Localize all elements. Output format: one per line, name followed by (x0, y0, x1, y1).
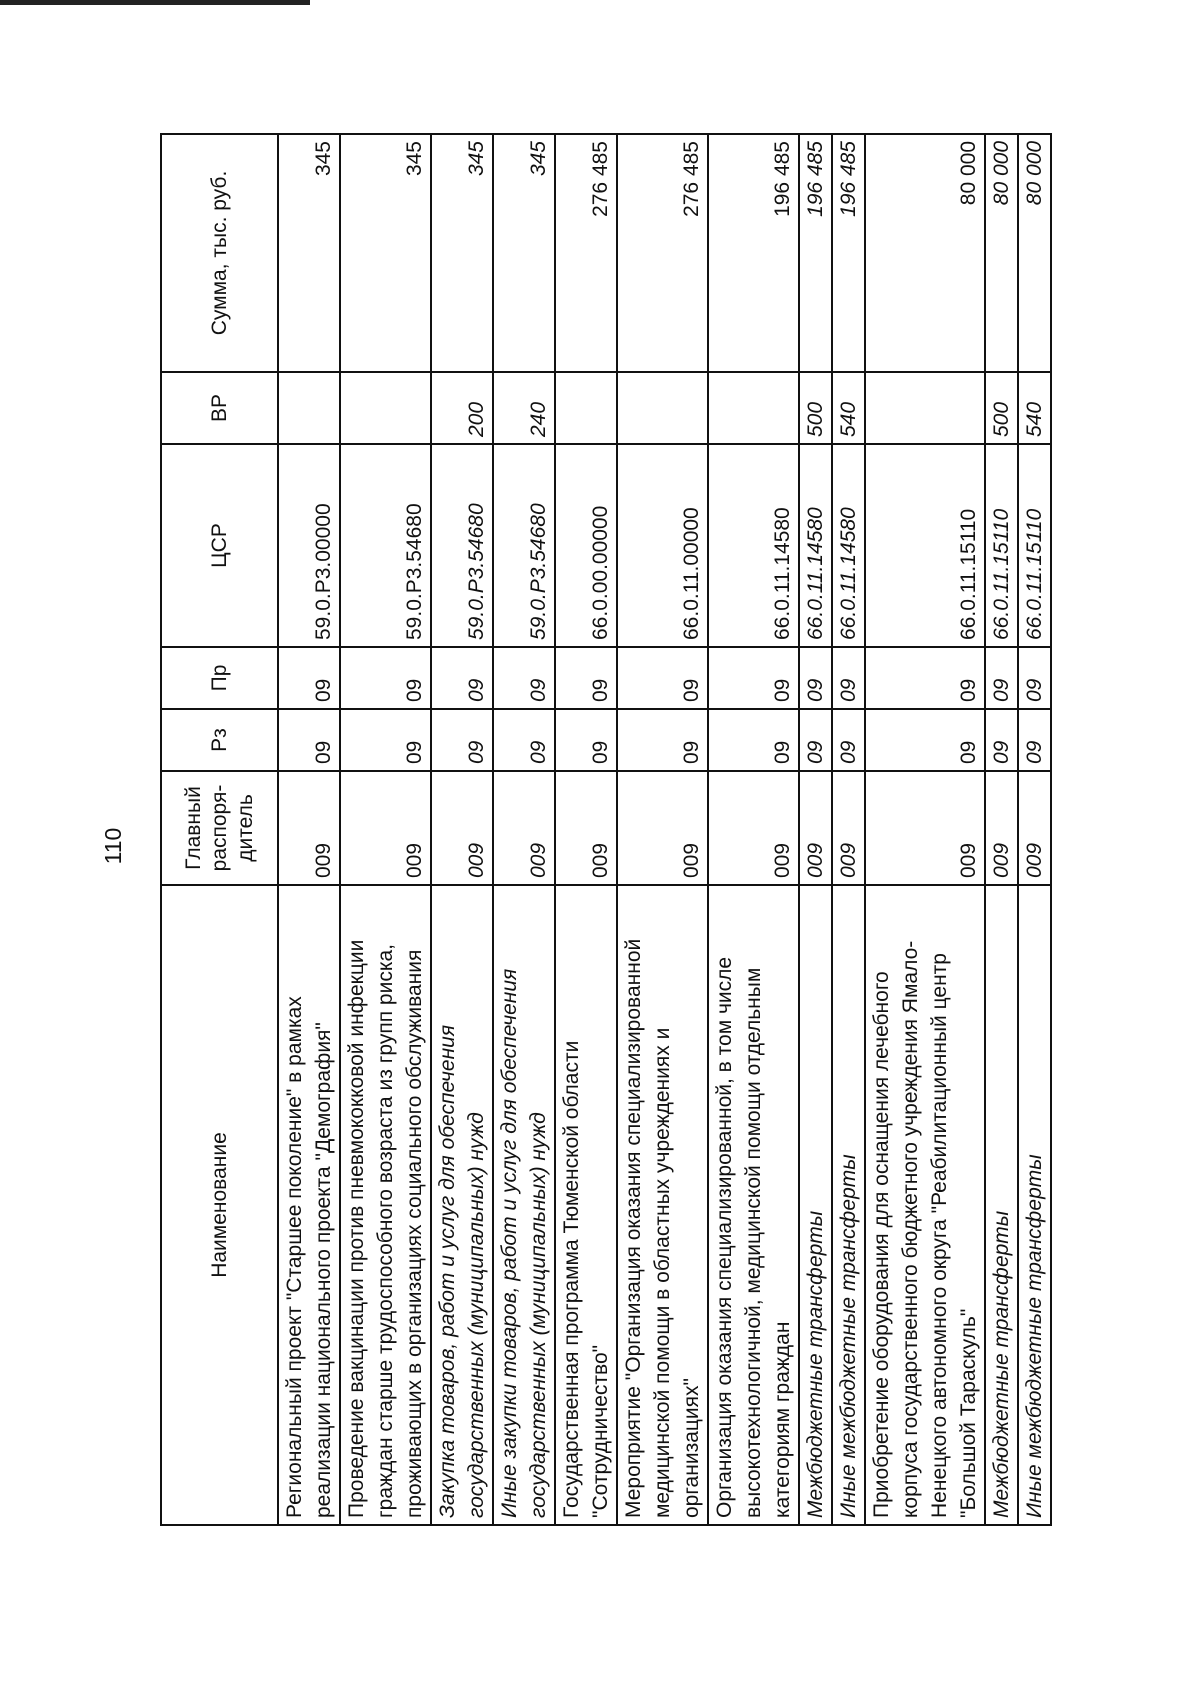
cell-pr: 09 (431, 647, 493, 709)
cell-grbs: 009 (832, 771, 865, 885)
cell-csr: 66.0.11.15110 (1018, 444, 1051, 647)
cell-vr (278, 372, 340, 444)
cell-csr: 66.0.11.15110 (985, 444, 1018, 647)
cell-csr: 59.0.P3.54680 (431, 444, 493, 647)
table-row (617, 134, 708, 1525)
cell-vr: 540 (1018, 372, 1051, 444)
cell-name: Закупка товаров, работ и услуг для обеспечения государственных (муниципальных) нужд (431, 885, 493, 1525)
cell-grbs: 009 (493, 771, 555, 885)
cell-sum: 196 485 (799, 134, 832, 372)
header-grbs: Главный распоря-дитель (161, 771, 278, 885)
cell-vr (708, 372, 799, 444)
header-vr: ВР (161, 372, 278, 444)
cell-rz: 09 (708, 709, 799, 771)
cell-rz: 09 (799, 709, 832, 771)
cell-grbs: 009 (799, 771, 832, 885)
cell-pr: 09 (340, 647, 431, 709)
cell-rz: 09 (278, 709, 340, 771)
cell-pr: 09 (708, 647, 799, 709)
scan-top-edge-line (0, 0, 310, 5)
cell-rz: 09 (493, 709, 555, 771)
cell-rz: 09 (617, 709, 708, 771)
cell-name: Межбюджетные трансферты (799, 885, 832, 1525)
cell-rz: 09 (985, 709, 1018, 771)
cell-sum: 276 485 (555, 134, 617, 372)
cell-pr: 09 (617, 647, 708, 709)
table-row (799, 134, 832, 1525)
cell-pr: 09 (1018, 647, 1051, 709)
cell-vr (865, 372, 985, 444)
cell-sum: 80 000 (985, 134, 1018, 372)
header-pr: Пр (161, 647, 278, 709)
cell-sum: 196 485 (708, 134, 799, 372)
cell-csr: 66.0.11.00000 (617, 444, 708, 647)
cell-sum: 345 (493, 134, 555, 372)
table-row (865, 134, 985, 1525)
cell-csr: 66.0.11.14580 (832, 444, 865, 647)
cell-name: Межбюджетные трансферты (985, 885, 1018, 1525)
cell-name: Иные межбюджетные трансферты (1018, 885, 1051, 1525)
cell-csr: 66.0.11.15110 (865, 444, 985, 647)
cell-grbs: 009 (555, 771, 617, 885)
cell-grbs: 009 (617, 771, 708, 885)
table-row (708, 134, 799, 1525)
cell-sum: 345 (278, 134, 340, 372)
cell-sum: 345 (340, 134, 431, 372)
table-row (832, 134, 865, 1525)
header-row (161, 134, 278, 1525)
cell-pr: 09 (799, 647, 832, 709)
cell-sum: 276 485 (617, 134, 708, 372)
cell-pr: 09 (493, 647, 555, 709)
budget-table (160, 133, 1052, 1526)
cell-csr: 59.0.P3.54680 (340, 444, 431, 647)
cell-vr: 500 (985, 372, 1018, 444)
cell-name: Государственная программа Тюменской области "Сотрудничество" (555, 885, 617, 1525)
table-row (555, 134, 617, 1525)
cell-sum: 345 (431, 134, 493, 372)
cell-pr: 09 (555, 647, 617, 709)
table-row (493, 134, 555, 1525)
cell-sum: 80 000 (1018, 134, 1051, 372)
cell-grbs: 009 (278, 771, 340, 885)
header-name: Наименование (161, 885, 278, 1525)
cell-name: Иные закупки товаров, работ и услуг для обеспечения государственных (муниципальных) нужд (493, 885, 555, 1525)
cell-csr: 66.0.11.14580 (708, 444, 799, 647)
cell-csr: 59.0.P3.54680 (493, 444, 555, 647)
rotated-table-wrapper (160, 135, 1048, 1526)
cell-vr: 500 (799, 372, 832, 444)
header-rz: Рз (161, 709, 278, 771)
cell-rz: 09 (431, 709, 493, 771)
cell-csr: 66.0.00.00000 (555, 444, 617, 647)
cell-grbs: 009 (1018, 771, 1051, 885)
cell-pr: 09 (832, 647, 865, 709)
cell-rz: 09 (1018, 709, 1051, 771)
cell-rz: 09 (865, 709, 985, 771)
cell-grbs: 009 (708, 771, 799, 885)
cell-grbs: 009 (865, 771, 985, 885)
cell-csr: 66.0.11.14580 (799, 444, 832, 647)
cell-name: Иные межбюджетные трансферты (832, 885, 865, 1525)
cell-vr: 200 (431, 372, 493, 444)
cell-sum: 196 485 (832, 134, 865, 372)
cell-vr (555, 372, 617, 444)
cell-csr: 59.0.P3.00000 (278, 444, 340, 647)
cell-pr: 09 (278, 647, 340, 709)
cell-sum: 80 000 (865, 134, 985, 372)
cell-rz: 09 (340, 709, 431, 771)
table-row (985, 134, 1018, 1525)
cell-name: Мероприятие "Организация оказания специализированной медицинской помощи в областных учреждениях и организациях" (617, 885, 708, 1525)
header-csr: ЦСР (161, 444, 278, 647)
cell-name: Проведение вакцинации против пневмококковой инфекции граждан старше трудоспособного возраста из групп риска, проживающих в организациях социального обслуживания (340, 885, 431, 1525)
cell-grbs: 009 (431, 771, 493, 885)
cell-name: Организация оказания специализированной, в том числе высокотехнологичной, медицинской помощи отдельным категориям граждан (708, 885, 799, 1525)
cell-grbs: 009 (340, 771, 431, 885)
cell-rz: 09 (832, 709, 865, 771)
cell-grbs: 009 (985, 771, 1018, 885)
table-row (340, 134, 431, 1525)
cell-pr: 09 (985, 647, 1018, 709)
cell-pr: 09 (865, 647, 985, 709)
table-row (431, 134, 493, 1525)
cell-name: Приобретение оборудования для оснащения лечебного корпуса государственного бюджетного учреждения Ямало-Ненецкого автономного округа "Реабилитационный центр "Большой Тараскуль" (865, 885, 985, 1525)
header-sum: Сумма, тыс. руб. (161, 134, 278, 372)
cell-vr (340, 372, 431, 444)
cell-name: Региональный проект "Старшее поколение" в рамках реализации национального проекта "Демография" (278, 885, 340, 1525)
cell-rz: 09 (555, 709, 617, 771)
cell-vr: 240 (493, 372, 555, 444)
cell-vr (617, 372, 708, 444)
table-row (1018, 134, 1051, 1525)
page-number: 110 (100, 827, 126, 865)
cell-vr: 540 (832, 372, 865, 444)
table-row (278, 134, 340, 1525)
